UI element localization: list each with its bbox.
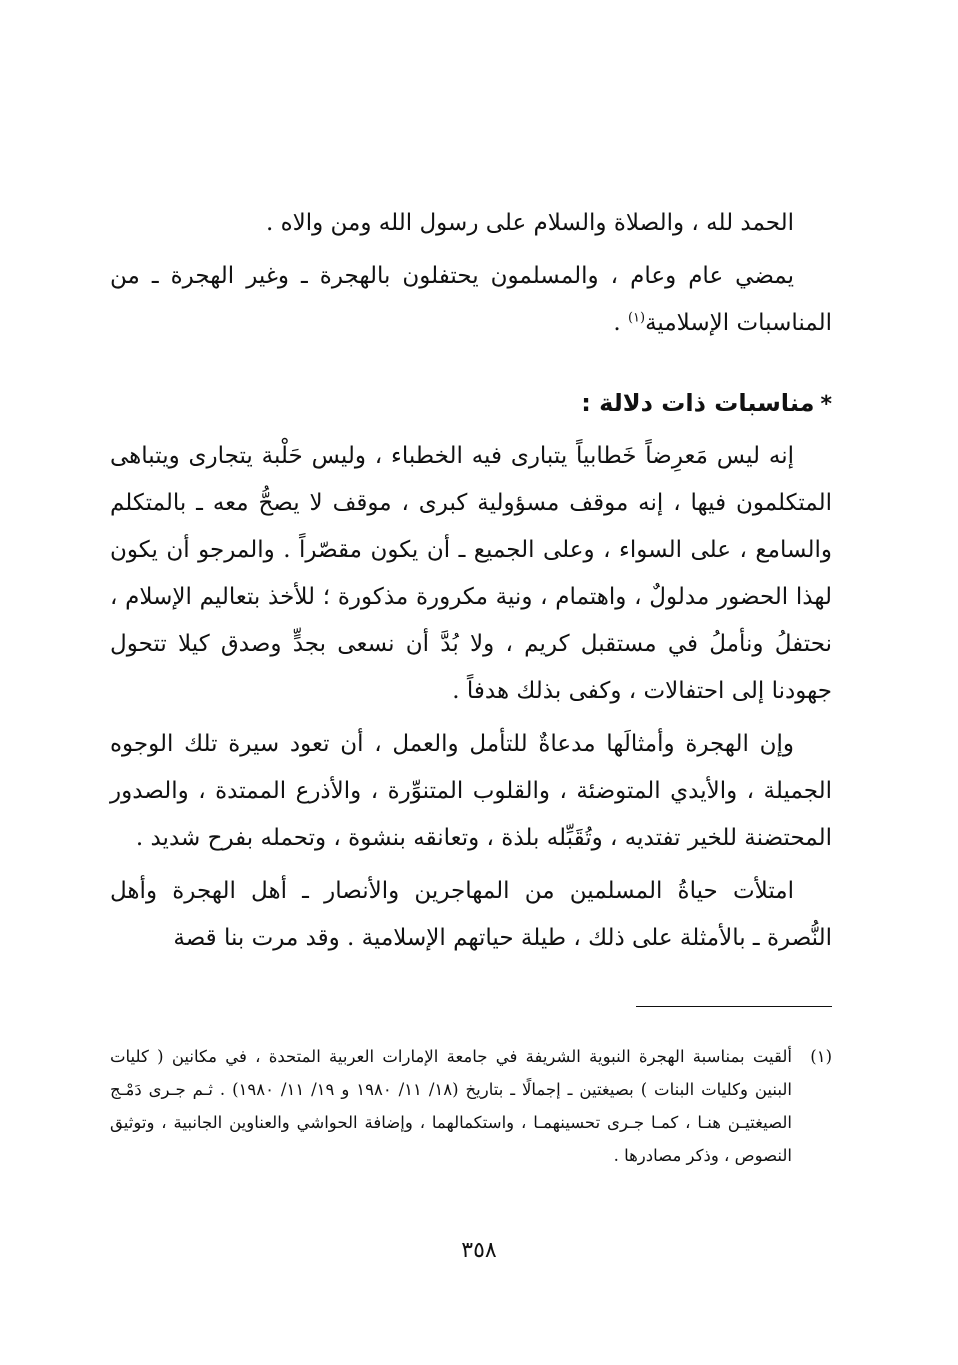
intro-paragraph-text: يمضي عام وعام ، والمسلمون يحتفلون بالهجرة ـ وغير الهجرة ـ من المناسبات الإسلامية [110, 263, 832, 336]
page-number: ٣٥٨ [461, 1238, 497, 1263]
opening-line-text: الحمد لله ، والصلاة والسلام على رسول الله ومن والاه . [265, 210, 794, 236]
intro-paragraph [110, 253, 832, 347]
page-body [110, 200, 832, 968]
body-paragraph-1: إنه ليس مَعرِضاً خَطابياً يتبارى فيه الخطباء ، وليس حَلْبة يتجارى ويتباهى المتكلمون فيها ، إنه موقف مسؤولية كبرى ، موقف لا يصحُّ معه ـ بالمتكلم والسامع ، على السواء ، وعلى الجميع ـ أن يكون مقصّراً . والمرجو أن يكون لهذا الحضور مدلولٌ ، واهتمام ، ونية مكرورة مذكورة ؛ للأخذ بتعاليم الإسلام ، نحتفلُ ونأملُ في مستقبل كريم ، ولا بُدَّ أن نسعى بجدٍّ وصدق كيلا تتحول جهودنا إلى احتفالات ، وكفى بذلك هدفاً . [110, 443, 832, 704]
footnote-text: ألقيت بمناسبة الهجرة النبوية الشريفة في جامعة الإمارات العربية المتحدة ، في مكانين ( كليات البنين وكليات البنات ) بصيغتين ـ إجمالًا ـ بتاريخ (١٨/ ١١/ ١٩٨٠ و ١٩/ ١١/ ١٩٨٠) . ثـم جـرى دَمْـج الصيغتيـن هنـا ، كمـا جـرى تحسينهمـا ، واستكمالهما ، وإضافة الحواشي والعناوين الجانبية ، وتوثيق النصوص ، وذكر مصادرها . [110, 1047, 792, 1165]
footnote [110, 1040, 832, 1172]
section-heading-text: مناسبات ذات دلالة : [581, 389, 815, 417]
intro-paragraph-end: . [613, 310, 628, 336]
body-paragraph-2: وإن الهجرة وأمثالَها مدعاةٌ للتأمل والعمل ، أن تعود سيرة تلك الوجوه الجميلة ، والأيدي المتوضئة ، والقلوب المتنوِّرة ، والأذرع الممتدة ، والصدور المحتضنة للخير تفتديه ، وتُقَبِّله بلذة ، وتعانقه بنشوة ، وتحمله بفرح شديد . [110, 731, 832, 851]
section-heading [110, 383, 832, 425]
asterisk-icon: * [820, 392, 832, 417]
footnote-number: (١) [810, 1047, 832, 1066]
body-paragraph-3: امتلأت حياةُ المسلمين من المهاجرين والأنصار ـ أهل الهجرة وأهل النُّصرة ـ بالأمثلة على ذلك ، طيلة حياتهم الإسلامية . وقد مرت بنا قصة [110, 878, 832, 951]
opening-line [110, 200, 832, 247]
footnote-separator [636, 1006, 832, 1007]
footnote-reference[interactable]: (١) [627, 310, 646, 326]
